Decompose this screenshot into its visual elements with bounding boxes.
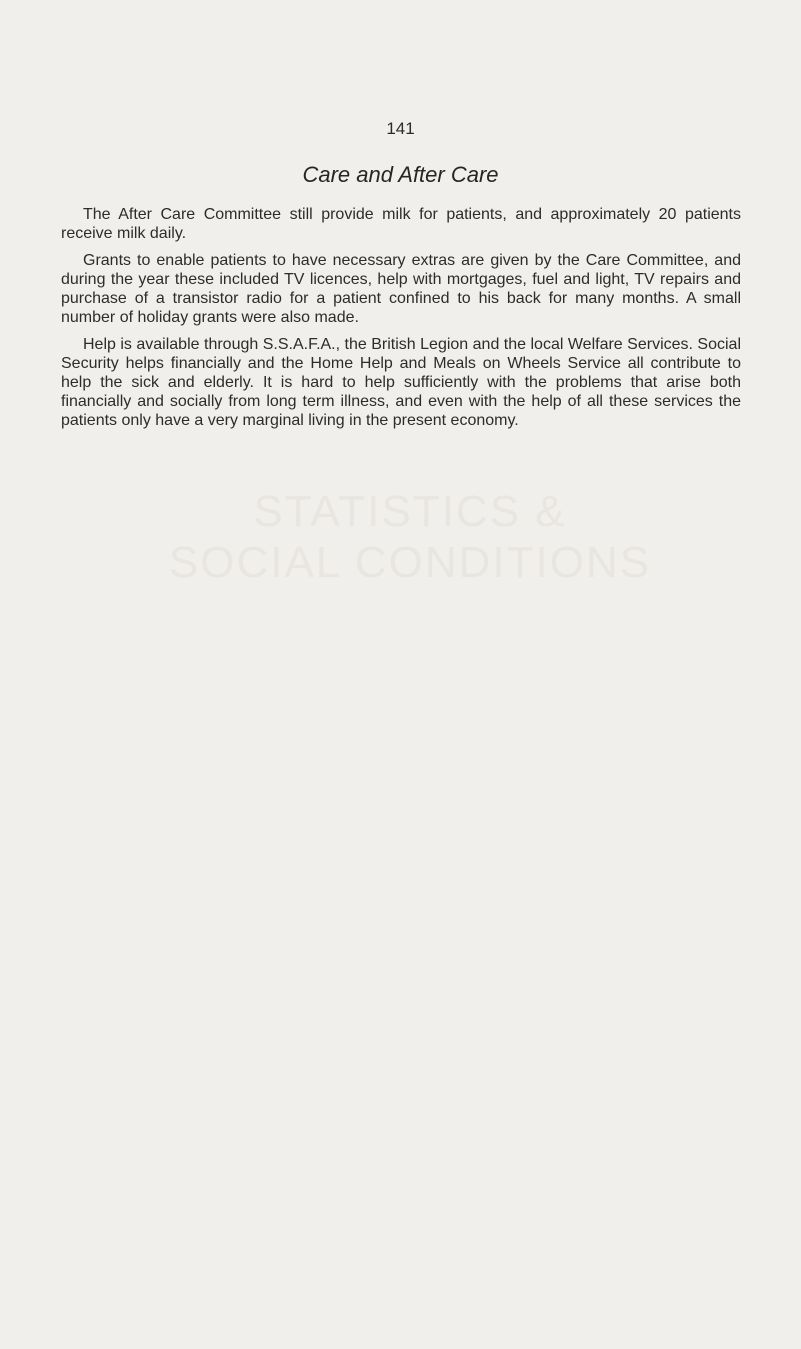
paragraph-1: The After Care Committee still provide milk for patients, and approximately 20 patients receive milk daily.: [61, 206, 741, 242]
body-text: [61, 205, 741, 438]
paragraph-2: Grants to enable patients to have necessary extras are given by the Care Committee, and during the year these included TV licences, help with mortgages, fuel and light, TV repairs and purchase of a transistor radio for a patient confined to his back for many months. A small number of holiday grants were also made.: [61, 252, 741, 326]
section-title: Care and After Care: [302, 162, 499, 187]
paragraph-3: Help is available through S.S.A.F.A., the British Legion and the local Welfare Services. Social Security helps financially and the Home Help and Meals on Wheels Service all contribute to help the sick and elderly. It is hard to help sufficiently with the problems that arise both financially and socially from long term illness, and even with the help of all these services the patients only have a very marginal living in the present economy.: [61, 336, 741, 429]
page-number: 141: [386, 119, 415, 138]
show-through-text-line-1: STATISTICS &: [253, 487, 567, 536]
show-through-text-line-2: SOCIAL CONDITIONS: [168, 538, 652, 587]
